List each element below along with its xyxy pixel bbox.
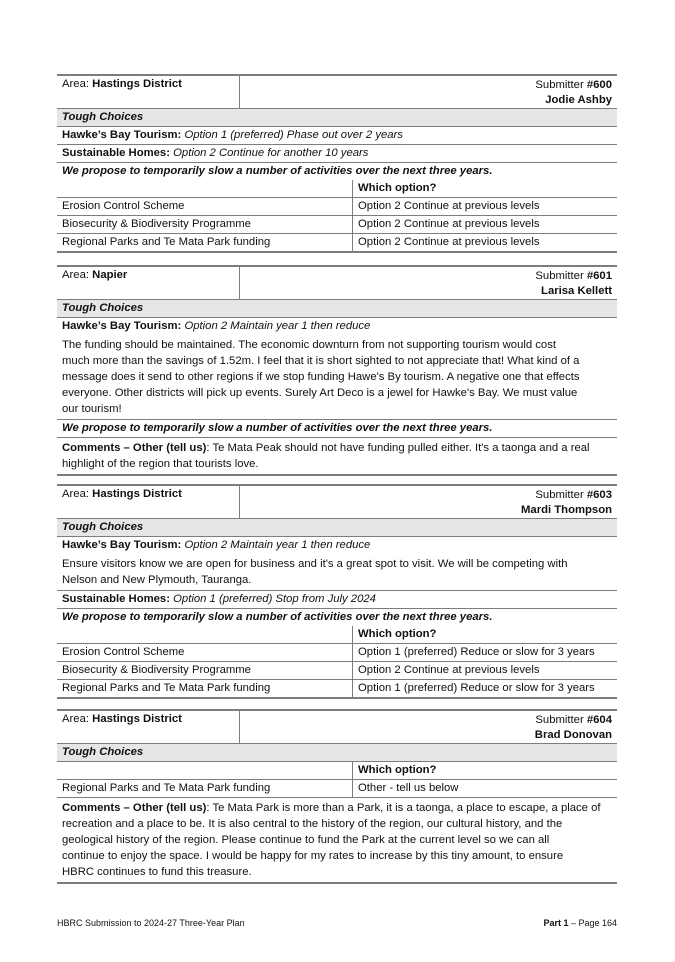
tourism-label: Hawke’s Bay Tourism: — [62, 129, 182, 141]
tourism-label: Hawke’s Bay Tourism: — [62, 539, 182, 551]
homes-row — [57, 145, 617, 163]
area-cell — [57, 267, 240, 299]
tourism-option: Option 1 (preferred) Phase out over 2 years — [184, 129, 403, 141]
activity-cell: Regional Parks and Te Mata Park funding — [57, 780, 353, 797]
which-option-header — [57, 180, 617, 198]
which-option-label: Which option? — [358, 628, 437, 640]
tough-choices-heading: Tough Choices — [57, 744, 617, 762]
table-row — [57, 198, 617, 216]
tourism-label: Hawke’s Bay Tourism: — [62, 320, 182, 332]
area-value: Hastings District — [92, 713, 182, 725]
comments-label: Comments – Other (tell us) — [62, 442, 207, 454]
option-cell: Option 2 Continue at previous levels — [358, 236, 540, 248]
submitter-label: Submitter — [535, 489, 584, 501]
submission-604 — [57, 709, 617, 884]
submitter-number: #601 — [586, 270, 612, 282]
area-cell — [57, 486, 240, 518]
propose-heading: We propose to temporarily slow a number of activities over the next three years. — [57, 420, 617, 438]
propose-heading: We propose to temporarily slow a number of activities over the next three years. — [62, 611, 493, 623]
homes-option: Option 1 (preferred) Stop from July 2024 — [173, 593, 376, 605]
option-cell: Option 1 (preferred) Reduce or slow for 3 years — [358, 646, 595, 658]
comment-line: Ensure visitors know we are open for business and it's a great spot to visit. We will be competing with — [62, 558, 568, 570]
homes-label: Sustainable Homes: — [62, 147, 170, 159]
submitter-number: #600 — [586, 79, 612, 91]
option-cell: Option 2 Continue at previous levels — [358, 200, 540, 212]
comment-line: message does it send to other regions if we stop funding Hawe's By tourism. A negative one that effects — [62, 371, 580, 383]
comment-line: highlight of the region that tourists love. — [62, 458, 259, 470]
tourism-comment — [57, 335, 617, 420]
page-footer — [57, 918, 617, 928]
page-number — [543, 918, 617, 928]
footer-part: Part 1 — [543, 918, 569, 928]
which-option-label: Which option? — [358, 182, 437, 194]
tough-choices-heading: Tough Choices — [57, 519, 617, 537]
tourism-row — [57, 127, 617, 145]
area-value: Hastings District — [92, 78, 182, 90]
submitter-label: Submitter — [535, 79, 584, 91]
submission-header — [57, 76, 617, 109]
submitter-label: Submitter — [535, 270, 584, 282]
footer-title: HBRC Submission to 2024-27 Three-Year Plan — [57, 918, 245, 928]
activity-cell: Regional Parks and Te Mata Park funding — [57, 680, 353, 697]
comment-line: our tourism! — [62, 403, 122, 415]
comment-line: HBRC continues to fund this treasure. — [62, 866, 252, 878]
submitter-name: Jodie Ashby — [545, 94, 612, 106]
submitter-cell — [240, 76, 617, 108]
area-value: Napier — [92, 269, 128, 281]
which-option-header — [57, 626, 617, 644]
table-row — [57, 216, 617, 234]
table-row — [57, 780, 617, 798]
homes-label: Sustainable Homes: — [62, 593, 170, 605]
submitter-cell — [240, 267, 617, 299]
comment-line: everyone. Other districts will pick up events. Surely Art Deco is a jewel for Hawke's Bay. We must value — [62, 387, 578, 399]
option-cell: Option 2 Continue at previous levels — [358, 664, 540, 676]
tourism-option: Option 2 Maintain year 1 then reduce — [184, 539, 371, 551]
submitter-name: Larisa Kellett — [541, 285, 612, 297]
which-option-label: Which option? — [358, 764, 437, 776]
submission-header — [57, 711, 617, 744]
comments-label: Comments – Other (tell us) — [62, 802, 207, 814]
submission-header — [57, 267, 617, 300]
comment-line: The funding should be maintained. The economic downturn from not supporting tourism would cost — [62, 339, 556, 351]
submission-601 — [57, 265, 617, 476]
other-comments — [57, 438, 617, 474]
propose-heading: We propose to temporarily slow a number of activities over the next three years. — [62, 165, 493, 177]
tough-choices-heading: Tough Choices — [57, 300, 617, 318]
submitter-name: Brad Donovan — [534, 729, 612, 741]
table-row — [57, 234, 617, 251]
homes-option: Option 2 Continue for another 10 years — [173, 147, 369, 159]
area-label: Area: — [62, 78, 90, 90]
other-comments — [57, 798, 617, 882]
area-cell — [57, 76, 240, 108]
activity-cell: Biosecurity & Biodiversity Programme — [57, 662, 353, 679]
submitter-label: Submitter — [535, 714, 584, 726]
comment-line: Nelson and New Plymouth, Tauranga. — [62, 574, 252, 586]
comment-line: continue to enjoy the space. I would be happy for my rates to increase by this tiny amount, to ensure — [62, 850, 564, 862]
submitter-cell — [240, 486, 617, 518]
area-cell — [57, 711, 240, 743]
submitter-number: #603 — [586, 489, 612, 501]
area-label: Area: — [62, 488, 90, 500]
tourism-row — [57, 537, 617, 554]
area-value: Hastings District — [92, 488, 182, 500]
tough-choices-heading: Tough Choices — [57, 109, 617, 127]
which-option-header — [57, 762, 617, 780]
submission-600 — [57, 74, 617, 253]
submission-603 — [57, 484, 617, 699]
option-cell: Option 1 (preferred) Reduce or slow for 3 years — [358, 682, 595, 694]
activity-cell: Erosion Control Scheme — [57, 198, 353, 215]
option-cell: Option 2 Continue at previous levels — [358, 218, 540, 230]
footer-page: – Page 164 — [568, 918, 617, 928]
tourism-comment — [57, 554, 617, 591]
activity-cell: Regional Parks and Te Mata Park funding — [57, 234, 353, 251]
submission-header — [57, 486, 617, 519]
homes-row — [57, 591, 617, 609]
comment-line: recreation and a place to be. It is also central to the history of the region, our cultural history, and the — [62, 818, 563, 830]
comment-line: : Te Mata Park is more than a Park, it is a taonga, a place to escape, a place of — [206, 802, 601, 814]
table-row — [57, 662, 617, 680]
submitter-number: #604 — [586, 714, 612, 726]
activity-cell: Erosion Control Scheme — [57, 644, 353, 661]
submitter-name: Mardi Thompson — [521, 504, 612, 516]
area-label: Area: — [62, 269, 90, 281]
tourism-option: Option 2 Maintain year 1 then reduce — [184, 320, 371, 332]
activity-cell: Biosecurity & Biodiversity Programme — [57, 216, 353, 233]
area-label: Area: — [62, 713, 90, 725]
submitter-cell — [240, 711, 617, 743]
option-cell: Other - tell us below — [358, 782, 459, 794]
comment-line: much more than the savings of 1.52m. I feel that it is short sighted to not appreciate that! What kind of a — [62, 355, 580, 367]
table-row — [57, 680, 617, 697]
table-row — [57, 644, 617, 662]
tourism-row — [57, 318, 617, 335]
comment-line: : Te Mata Peak should not have funding pulled either. It's a taonga and a real — [206, 442, 590, 454]
comment-line: geological history of the region. Please continue to fund the Park at the current level so we can all — [62, 834, 550, 846]
